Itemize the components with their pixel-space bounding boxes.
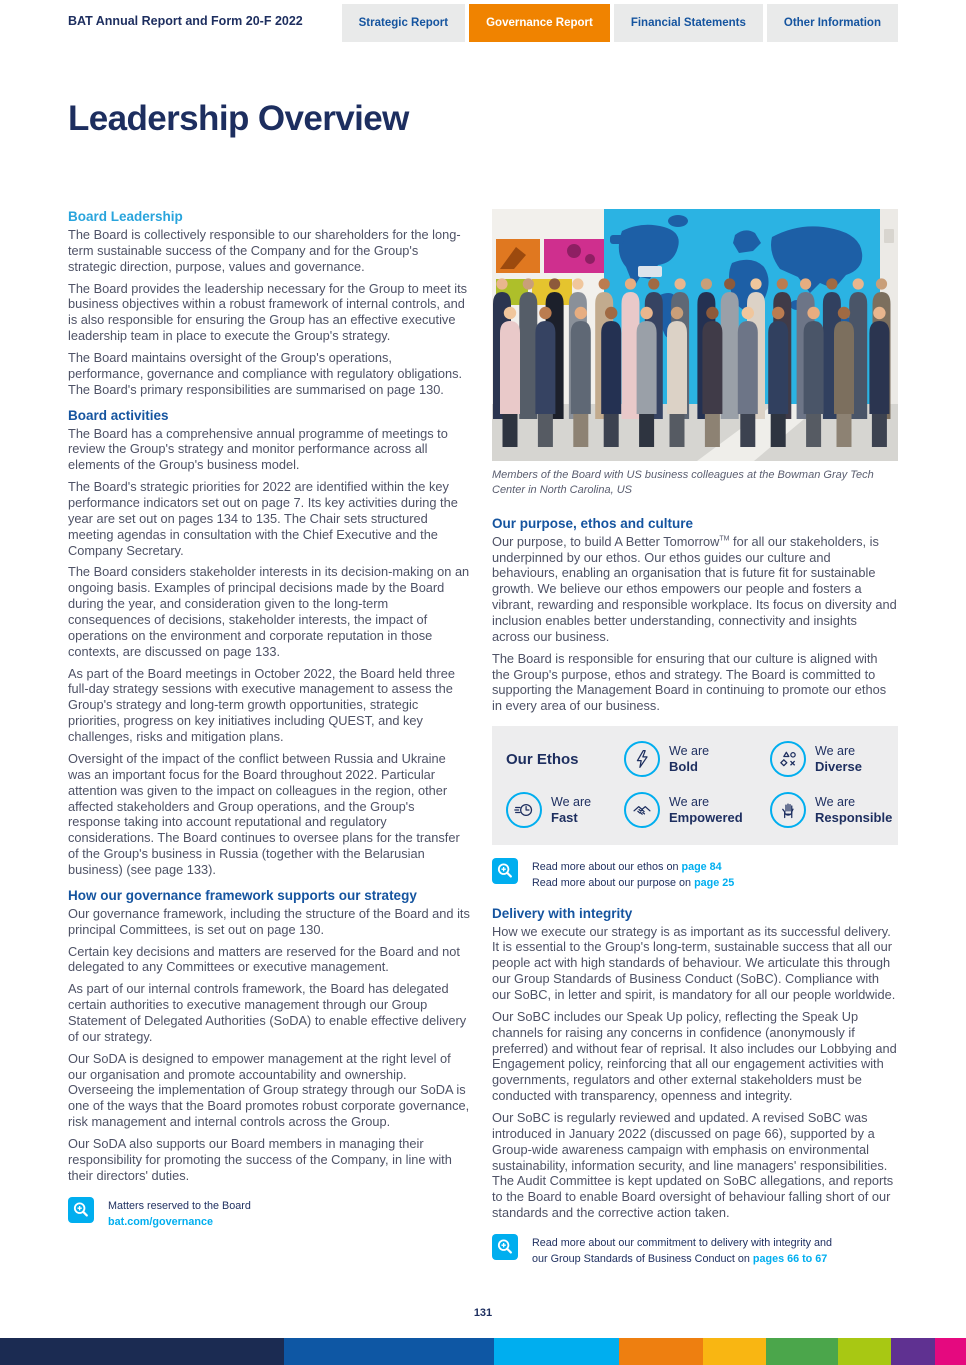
- paragraph: How we execute our strategy is as important as its successful delivery. It is essential to the Group's long-term, sustainable success that all our people act with high standards of behaviour. We articulate this through our Group Standards of Business Conduct (SoBC). Compliance with our SoBC, in letter and spirit, is mandatory for all our people worldwide.: [492, 923, 896, 1002]
- readmore-line: Read more about our ethos on page 84: [532, 861, 722, 874]
- tab-strategic-report[interactable]: Strategic Report: [342, 4, 465, 42]
- report-title: BAT Annual Report and Form 20-F 2022: [68, 14, 303, 28]
- paragraph: As part of our internal controls framework, the Board has delegated certain authorities to executive management through our Group Statement of Delegated Authorities (SoDA) to enable effective delivery of our strategy.: [68, 981, 467, 1044]
- pages-66-67-link[interactable]: pages 66 to 67: [752, 1253, 828, 1266]
- board-group-photo: [492, 209, 898, 461]
- paragraph: The Board maintains oversight of the Group's operations, performance, governance and compliance with regulatory obligations. The Board's primary responsibilities are summarised on page 130.: [68, 350, 463, 397]
- readmore-line: Read more about our commitment to delivery with integrity and: [532, 1236, 833, 1249]
- handshake-icon: [624, 792, 660, 828]
- section-heading: Delivery with integrity: [492, 905, 633, 921]
- paragraph: Our SoBC is regularly reviewed and updated. A revised SoBC was introduced in January 2022 (discussed on page 66), supported by a Group-wide awareness campaign with emphasis on environmental sustainability, information security, and line managers' responsibilities. The Audit Committee is kept updated on SoBC allegations, and reports to the Board to enable Board oversight of behaviour falling short of our standards and the corrective action taken.: [492, 1109, 894, 1221]
- section-heading: Our purpose, ethos and culture: [492, 515, 694, 531]
- shapes-icon: [770, 741, 806, 777]
- color-bar-segment: [891, 1338, 935, 1365]
- color-bar-segment: [619, 1338, 703, 1365]
- paragraph: The Board is responsible for ensuring that our culture is aligned with the Group's purpose, ethos and strategy. The Board is committed to supporting the Management Board in continuing to promote our ethos in every area of our business.: [492, 650, 887, 714]
- readmore-delivery: [492, 1234, 898, 1267]
- paragraph: The Board considers stakeholder interests in its decision-making on an ongoing basis. Examples of principal decisions made by the Board during the year, and consideration given to the long-term consequences of decisions, stakeholder interests, the impact of operations on the environment and corporate reputation in those contexts, are discussed on page 133.: [68, 564, 470, 659]
- paragraph: Our SoDA is designed to empower management at the right level of our organisation and promote accountability and ownership. Overseeing the implementation of Group strategy through our SoDA is one of the ways that the Board promotes robust corporate governance, risk management and internal controls across the Group.: [68, 1050, 470, 1130]
- section-board-leadership: [68, 209, 470, 398]
- color-bar-segment: [0, 1338, 284, 1365]
- lightning-icon: [624, 741, 660, 777]
- paragraph: Certain key decisions and matters are reserved for the Board and not delegated to any Committees or executive management.: [68, 943, 460, 975]
- page-84-link[interactable]: page 84: [681, 861, 722, 874]
- color-bar-segment: [703, 1338, 766, 1365]
- trademark-superscript: TM: [719, 535, 730, 543]
- tab-other-information[interactable]: Other Information: [767, 4, 898, 42]
- ethos-item-bold: We are Bold: [624, 741, 770, 777]
- paragraph: As part of the Board meetings in October 2022, the Board held three full-day strategy sessions with executive management to assess the Group's strategy and long-term growth opportunities, strategic priorities, progress on key initiatives including QUEST, and key challenges, risks and mitigation plans.: [68, 665, 455, 745]
- color-bar-segment: [935, 1338, 966, 1365]
- color-bar-segment: [838, 1338, 891, 1365]
- tab-financial-statements[interactable]: Financial Statements: [614, 4, 763, 42]
- paragraph: The Board's strategic priorities for 2022 are identified within the key performance indicators set out on page 7. Its key activities during the year are set out on pages 134 to 135. The Chair sets structured meeting agendas in consultation with the Chief Executive and the Company Secretary.: [68, 479, 458, 558]
- readmore-ethos: [492, 858, 898, 891]
- color-bar-segment: [494, 1338, 619, 1365]
- speed-clock-icon: [506, 792, 542, 828]
- ethos-item-fast: We are Fast: [506, 792, 624, 828]
- our-ethos-panel: [492, 726, 898, 845]
- paragraph: Our governance framework, including the structure of the Board and its principal Committees, is set out on page 130.: [68, 905, 470, 937]
- section-purpose-ethos-culture: [492, 516, 898, 714]
- governance-url-link[interactable]: bat.com/governance: [108, 1215, 214, 1228]
- ethos-item-responsible: We are Responsible: [770, 792, 892, 828]
- right-column: [492, 209, 898, 1267]
- paragraph: Our SoBC includes our Speak Up policy, reflecting the Speak Up channels for raising any concerns in confidence (anonymously if preferred) and without fear of reprisal. It also includes our Lobbying and Engagement policy, reinforcing that all our engagement activities with governments, regulators and other external stakeholders must be conducted with transparency, openness and integrity.: [492, 1008, 897, 1104]
- section-delivery-with-integrity: [492, 906, 898, 1221]
- readmore-line: Read more about our purpose on page 25: [532, 877, 735, 890]
- magnifier-plus-icon: [492, 858, 518, 884]
- brand-color-bar: [0, 1338, 966, 1365]
- color-bar-segment: [766, 1338, 838, 1365]
- tab-governance-report[interactable]: Governance Report: [469, 4, 610, 42]
- page-number: 131: [473, 1307, 493, 1319]
- paragraph: Our purpose, to build A Better Tomorrow™ for all our stakeholders, is underpinned by our ethos. Our ethos guides our culture and behaviours, enabling an organisation that is future fit for sustainable growth. We believe our ethos empowers our people and fosters a vibrant, rewarding and responsible workplace. Its focus on diversity and inclusion enables better understanding, connectivity and insights across our business.: [492, 533, 897, 644]
- paragraph: Oversight of the impact of the conflict between Russia and Ukraine was an important focus for the Board throughout 2022. Particular attention was given to the impact on colleagues in the region, other affected stakeholders and Group operations, and the Group's response taking into account reputational and regulatory considerations. The Board continues to oversee plans for the transfer of the Group's business in Russia (together with the Belarusian business) (see page 133).: [68, 750, 460, 877]
- paragraph: The Board is collectively responsible to our shareholders for the long-term sustainable success of the Company and for the Group's strategic direction, purpose, values and governance.: [68, 227, 461, 274]
- readmore-matters-reserved: [68, 1197, 470, 1230]
- section-heading: Board activities: [68, 407, 169, 423]
- ethos-item-diverse: We are Diverse: [770, 741, 892, 777]
- photo-caption: Members of the Board with US business colleagues at the Bowman Gray Tech Center in North Carolina, US: [492, 469, 874, 496]
- us-map-highlight: [638, 266, 662, 277]
- hand-heart-icon: [770, 792, 806, 828]
- paragraph: The Board has a comprehensive annual programme of meetings to review the Group's strategy and monitor performance across all elements of the Group's business model.: [68, 425, 448, 473]
- paragraph: The Board provides the leadership necessary for the Group to meet its business objectives within a robust framework of internal controls, and is also responsible for ensuring the Group has an effective executive leadership team in place to execute the Group's strategy.: [68, 280, 468, 344]
- ethos-item-empowered: We are Empowered: [624, 792, 770, 828]
- readmore-label: Matters reserved to the Board: [108, 1199, 251, 1212]
- section-governance-framework: [68, 888, 470, 1184]
- readmore-line: our Group Standards of Business Conduct on pages 66 to 67: [532, 1253, 828, 1266]
- page-header: [0, 0, 966, 42]
- section-board-activities: [68, 408, 470, 878]
- page-title: Leadership Overview: [68, 99, 409, 138]
- ethos-panel-title: Our Ethos: [506, 750, 579, 768]
- section-heading: Board Leadership: [68, 209, 183, 224]
- paragraph: Our SoDA also supports our Board members in managing their responsibility for promoting the success of the Company, in line with their directors' duties.: [68, 1135, 452, 1183]
- magnifier-plus-icon: [68, 1197, 94, 1223]
- magnifier-plus-icon: [492, 1234, 518, 1260]
- section-heading: How our governance framework supports our strategy: [68, 887, 417, 903]
- color-bar-segment: [284, 1338, 494, 1365]
- left-column: [68, 209, 470, 1267]
- section-tabs: [342, 0, 898, 42]
- page-25-link[interactable]: page 25: [694, 877, 735, 890]
